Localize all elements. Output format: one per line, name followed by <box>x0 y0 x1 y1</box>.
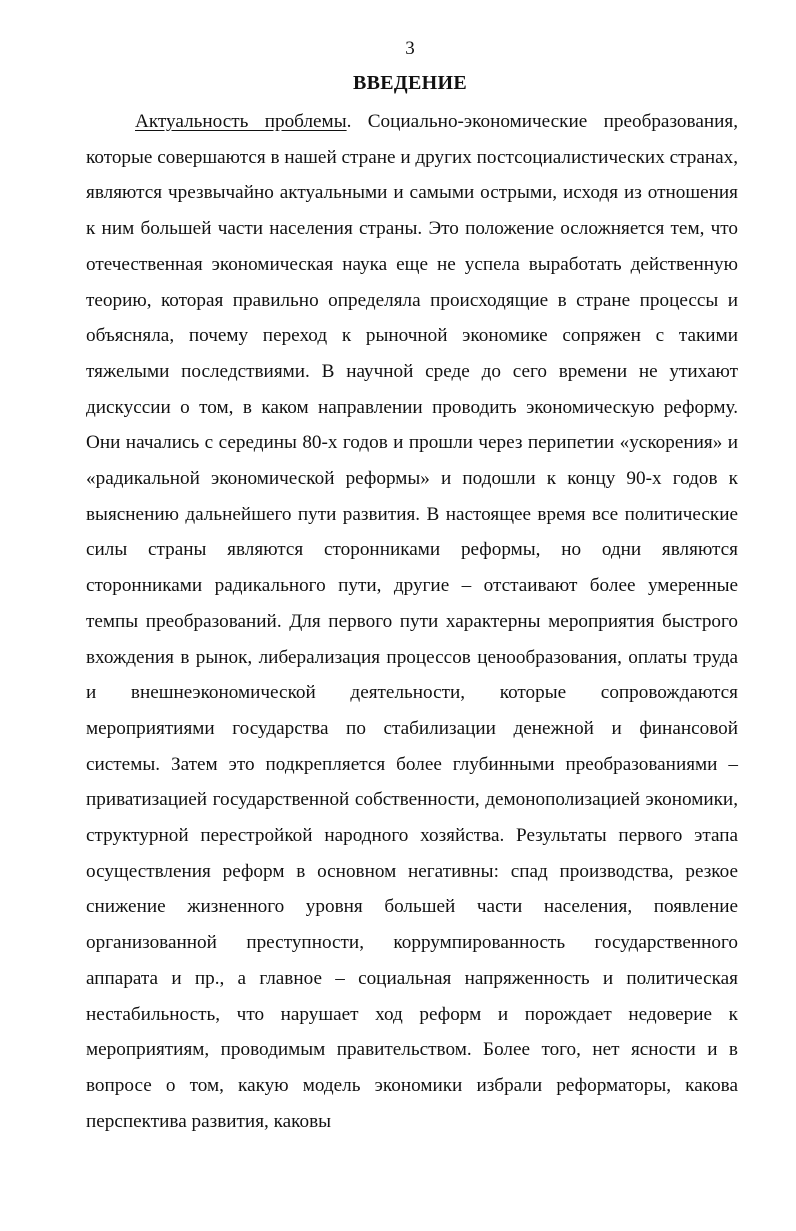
lead-phrase: Актуальность проблемы <box>135 111 347 132</box>
body-text <box>86 104 738 1139</box>
section-heading: ВВЕДЕНИЕ <box>353 72 467 94</box>
page-number: 3 <box>405 38 415 59</box>
paragraph <box>86 104 738 1139</box>
paragraph-text: Социально-экономические преобразования, которые совершаются в нашей стране и других постсоциалистических странах, являются чрезвычайно актуальными и самыми острыми, исходя из отношения к ним большей части населения страны. Это положение осложняется тем, что отечественная экономическая наука еще не успела выработать действенную теорию, которая правильно определяла происходящие в стране процессы и объясняла, почему переход к рыночной экономике сопряжен с такими тяжелыми последствиями. В научной среде до сего времени не утихают дискуссии о том, в каком направлении проводить экономическую реформу. Они начались с середины 80-х годов и прошли через перипетии «ускорения» и «радикальной экономической реформы» и подошли к концу 90-х годов к выяснению дальнейшего пути развития. В настоящее время все политические силы страны являются сторонниками реформы, но одни являются сторонниками радикального пути, другие – отстаивают более умеренные темпы преобразований. Для первого пути характерны мероприятия быстрого вхождения в рынок, либерализация процессов ценообразования, оплаты труда и внешнеэкономической деятельности, которые сопровождаются мероприятиями государства по стабилизации денежной и финансовой системы. Затем это подкрепляется более глубинными преобразованиями – приватизацией государственной собственности, демонополизацией экономики, структурной перестройкой народного хозяйства. Результаты первого этапа осуществления реформ в основном негативны: спад производства, резкое снижение жизненного уровня большей части населения, появление организованной преступности, коррумпированность государственного аппарата и пр., а главное – социальная напряженность и политическая нестабильность, что нарушает ход реформ и порождает недоверие к мероприятиям, проводимым правительством. Более того, нет ясности и в вопросе о том, какую модель экономики избрали реформаторы, какова перспектива развития, каковы <box>86 111 739 1132</box>
lead-punctuation: . <box>346 111 352 132</box>
